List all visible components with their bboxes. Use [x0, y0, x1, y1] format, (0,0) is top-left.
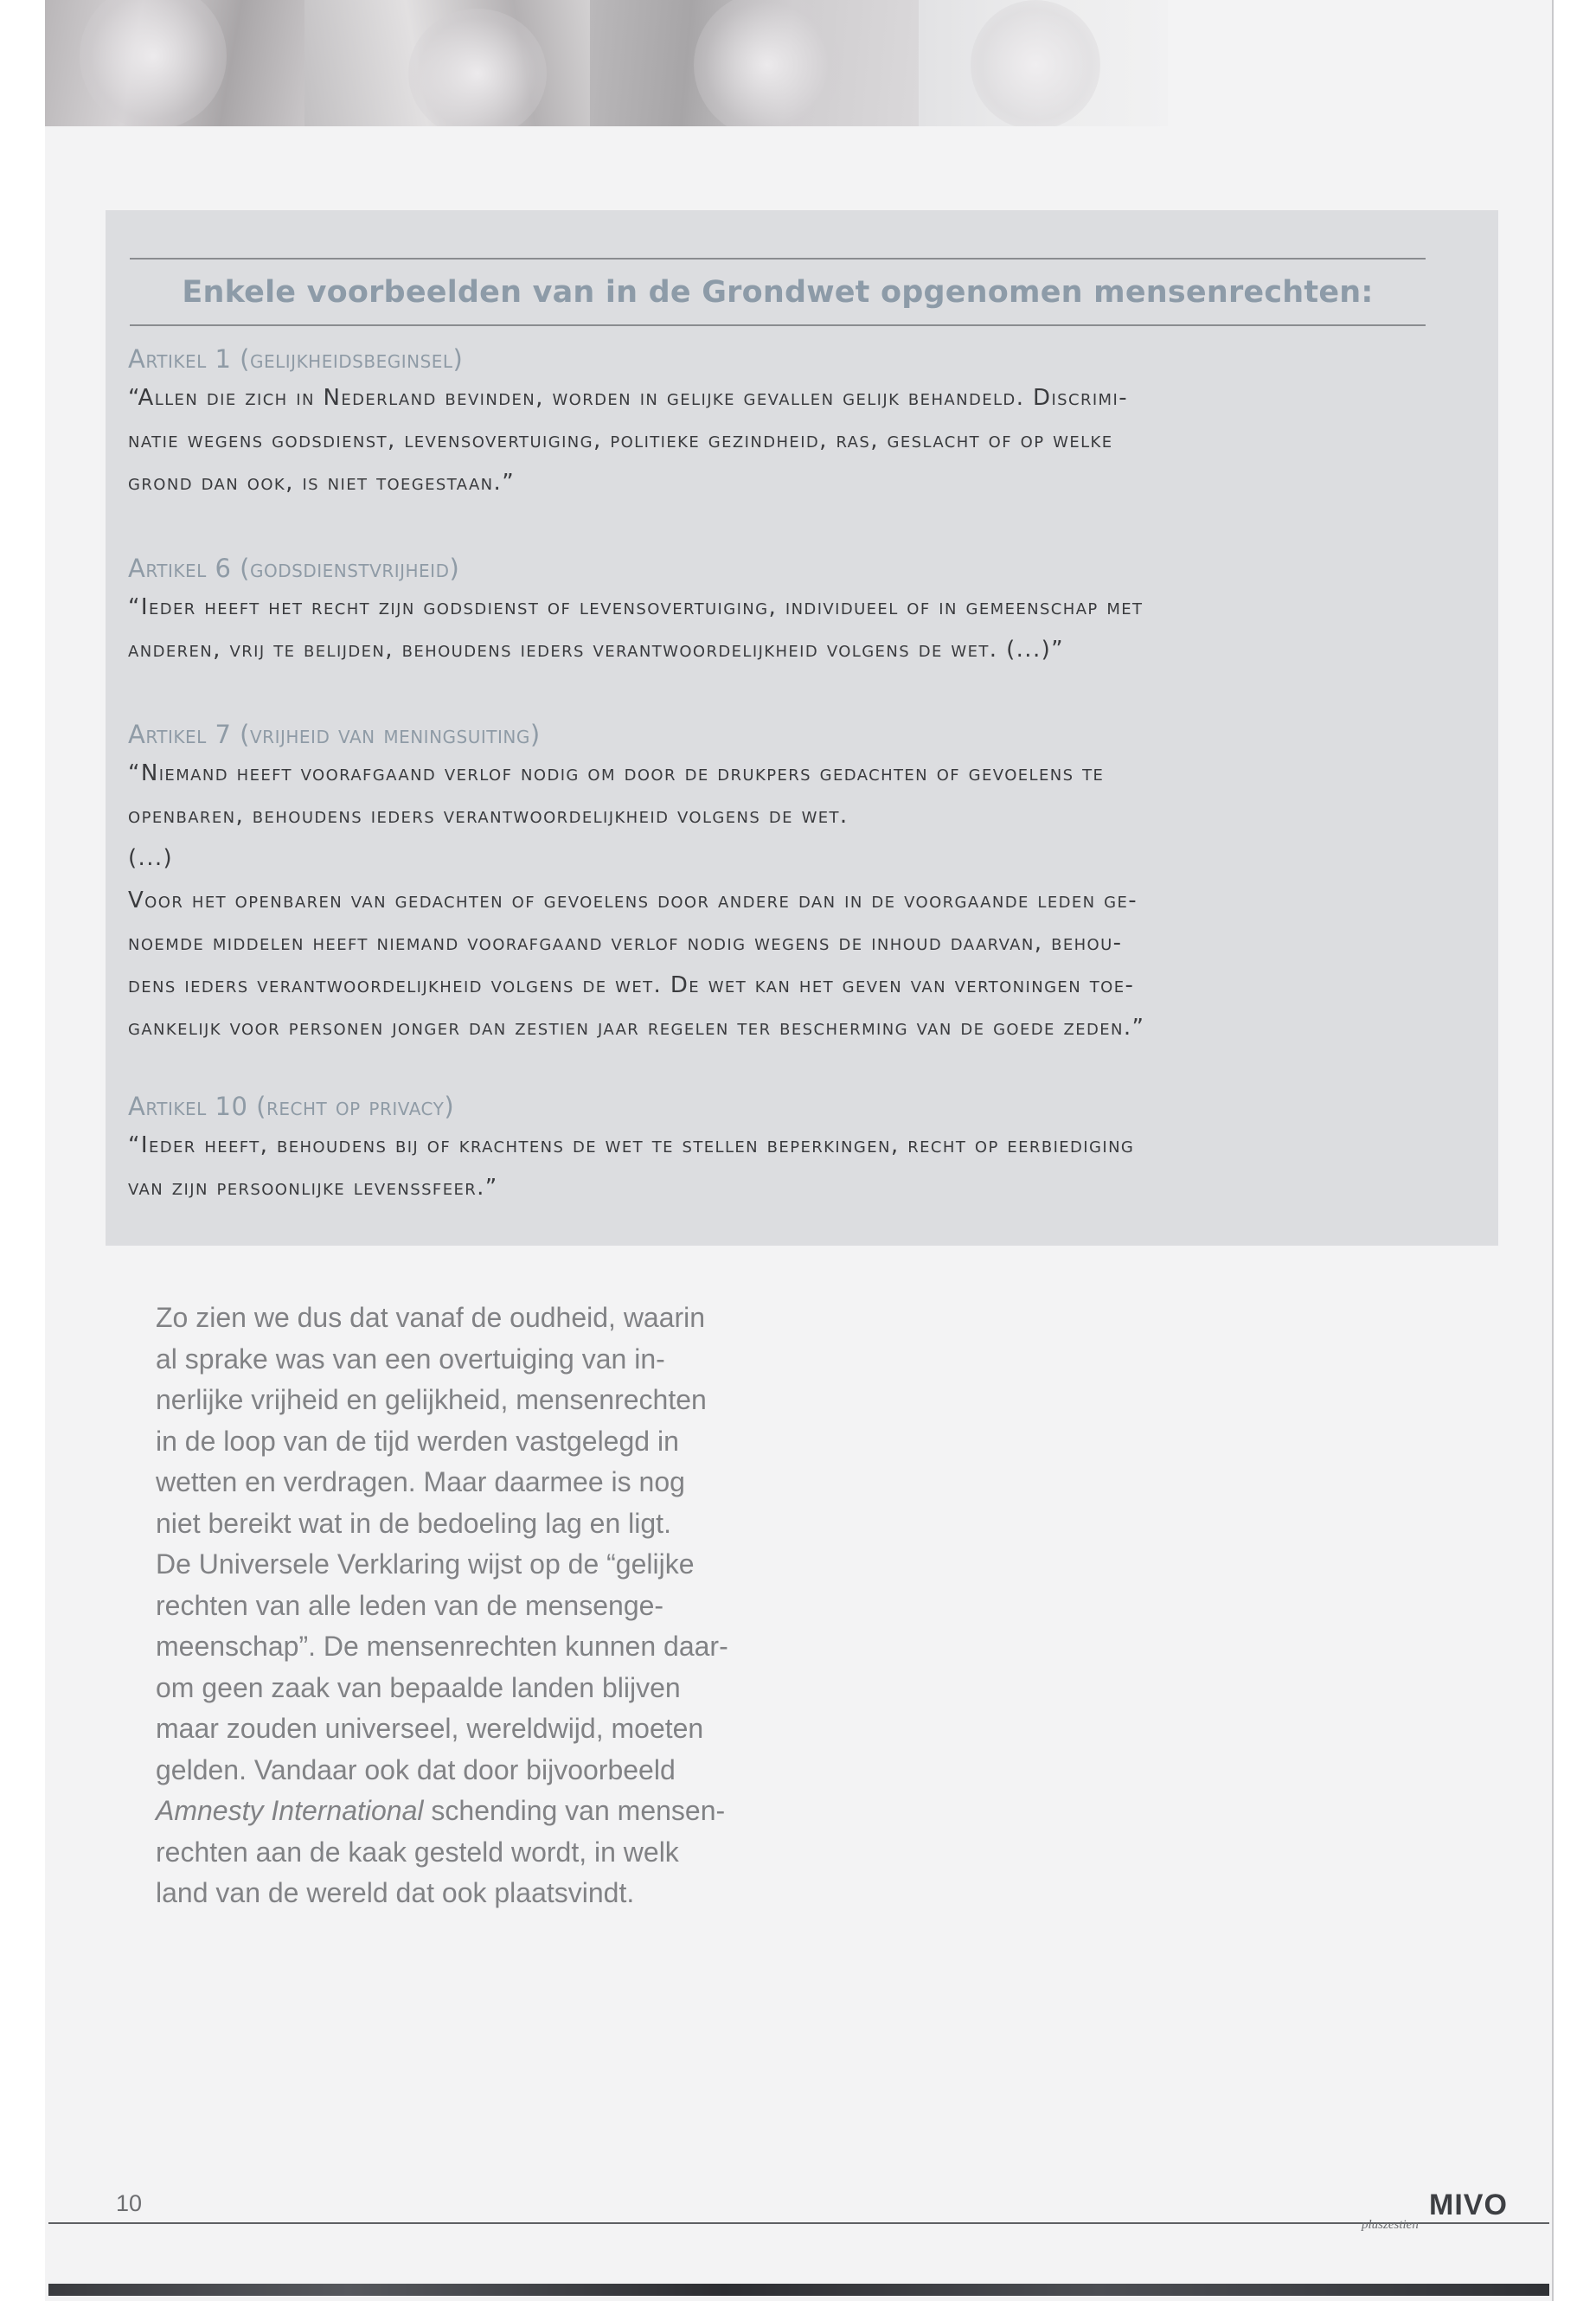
article-7 [128, 720, 1477, 1049]
info-box-title: Enkele voorbeelden van in de Grondwet opgenomen mensenrechten: [182, 275, 1374, 310]
page-edge-rule [1552, 0, 1554, 2301]
article-6 [128, 554, 1477, 671]
bottom-print-bar [48, 2284, 1549, 2296]
article-heading: Artikel 1 (gelijkheidsbeginsel) [128, 344, 464, 374]
title-rule-top [130, 258, 1426, 260]
article-text: “Niemand heeft voorafgaand verlof nodig om door de drukpers gedachten of gevoelens te openbaren, behoudens ieders verantwoordelijkheid volgens de wet. (...) Voor het openbaren van gedachten of gevoelens door andere dan in de voorgaande leden ge- noemde middelen heeft niemand voorafgaand verlof nodig wegens de inhoud daarvan, behou- dens ieders verantwoordelijkheid volgens de wet. De wet kan het geven van vertoningen toe- gankelijk voor personen jonger dan zestien jaar regelen ter bescherming van de goede zeden.” [128, 760, 1145, 1041]
footer-rule [48, 2222, 1549, 2224]
article-heading: Artikel 7 (vrijheid van meningsuiting) [128, 720, 541, 749]
article-text: “Ieder heeft het recht zijn godsdienst of levensovertuiging, individueel of in gemeenschap met anderen, vrij te belijden, behoudens ieders verantwoordelijkheid volgens de wet. (...)” [128, 594, 1144, 663]
header-photo-3 [590, 0, 919, 126]
logo-sub-text: pluszestien [1362, 2218, 1419, 2232]
article-heading: Artikel 10 (recht op privacy) [128, 1092, 455, 1121]
italic-organization-name: Amnesty International [156, 1795, 424, 1826]
mivo-logo [1356, 2189, 1547, 2237]
header-photo-strip [45, 0, 1168, 126]
article-text: “Allen die zich in Nederland bevinden, worden in gelijke gevallen gelijk behandeld. Discrimi- natie wegens godsdienst, levensovertuiging, politieke gezindheid, ras, geslacht of op welke grond dan ook, is niet toegestaan.” [128, 385, 1128, 496]
logo-main-text: MIVO [1429, 2189, 1508, 2221]
header-photo-4 [919, 0, 1168, 126]
article-1 [128, 344, 1477, 504]
article-10 [128, 1092, 1477, 1209]
article-heading: Artikel 6 (godsdienstvrijheid) [128, 554, 460, 583]
header-photo-1 [45, 0, 304, 126]
header-photo-2 [304, 0, 590, 126]
page-number: 10 [116, 2190, 143, 2216]
body-paragraph: Zo zien we dus dat vanaf de oudheid, waarin al sprake was van een overtuiging van in- nerlijke vrijheid en gelijkheid, mensenrechten in de loop van de tijd werden vastgelegd in wetten en verdragen. Maar daarmee is nog niet bereikt wat in de bedoeling lag en ligt. De Universele Verklaring wijst op de “gelijke rechten van alle leden van de mensenge- meenschap”. De mensenrechten kunnen daar- om geen zaak van bepaalde landen blijven maar zouden universeel, wereldwijd, moeten gelden. Vandaar ook dat door bijvoorbeeld Amnesty International schending van mensen- rechten aan de kaak gesteld wordt, in welk land van de wereld dat ook plaatsvindt. [156, 1302, 728, 1908]
title-rule-bottom [130, 324, 1426, 326]
article-text: “Ieder heeft, behoudens bij of krachtens de wet te stellen beperkingen, recht op eerbiediging van zijn persoonlijke levenssfeer.” [128, 1132, 1135, 1201]
